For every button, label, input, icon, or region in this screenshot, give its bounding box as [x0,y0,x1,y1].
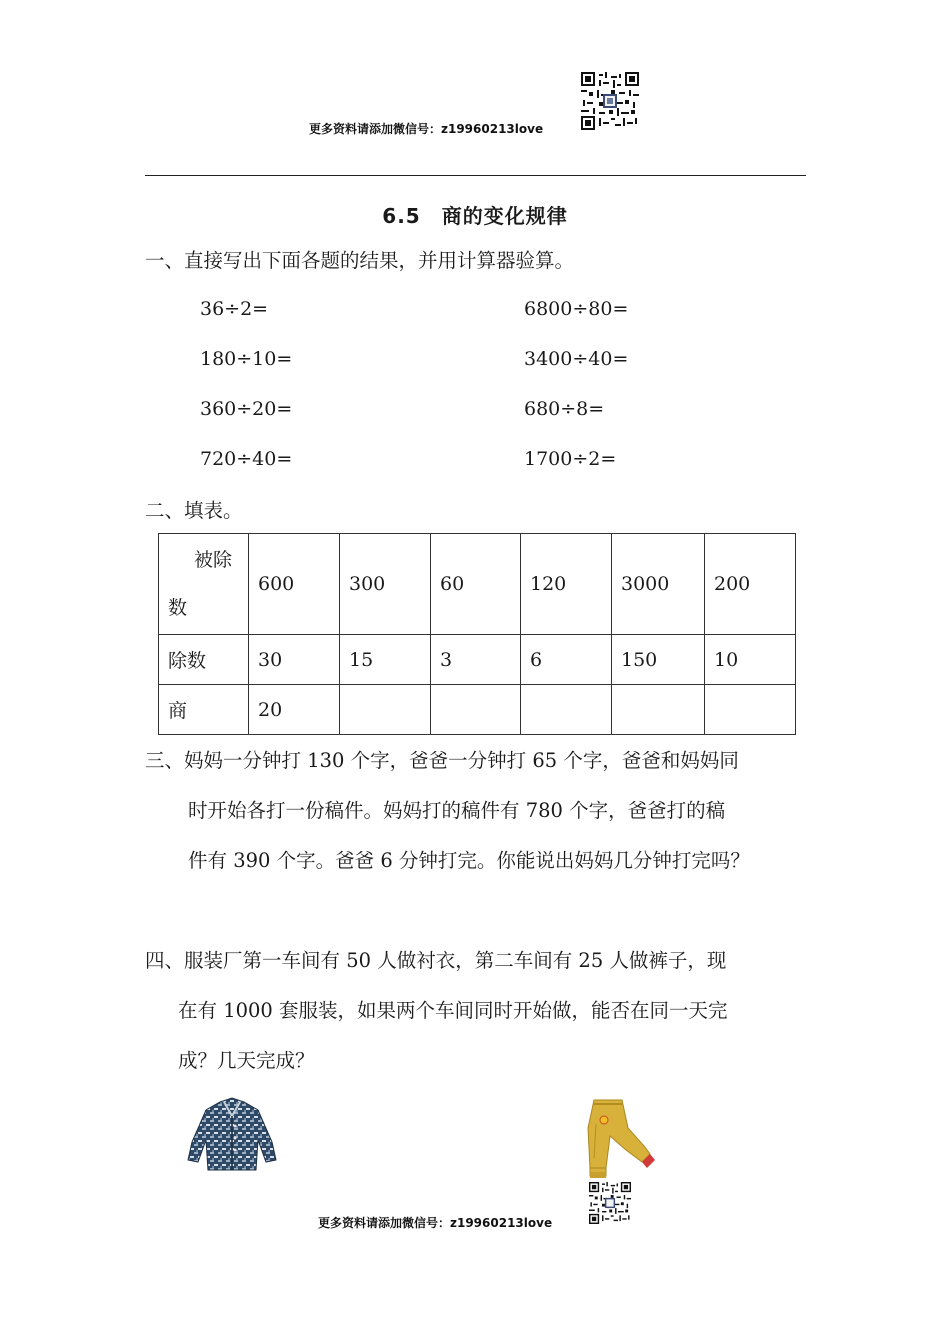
equation: 1700÷2= [524,448,617,470]
table-cell: 60 [431,534,521,635]
section4-line: 四、服装厂第一车间有 50 人做衬衣，第二车间有 25 人做裤子，现 [145,949,727,972]
shirt-icon [186,1096,278,1172]
table-row [159,685,796,735]
answer-cell[interactable] [521,685,612,735]
section4-line: 成？几天完成？ [178,1049,315,1072]
equation: 36÷2= [200,298,269,320]
table-cell: 120 [521,534,612,635]
page-title: 6.5 商的变化规律 [382,204,568,228]
footer-wechat-text: 更多资料请添加微信号：z19960213love [318,1216,553,1230]
row-label-text [168,584,248,632]
equation: 180÷10= [200,348,293,370]
table-cell: 20 [249,685,340,735]
row-label-part: 被除 [194,549,233,571]
section3-line: 件有 390 个字。爸爸 6 分钟打完。你能说出妈妈几分钟打完吗？ [188,849,750,872]
section3-line: 时开始各打一份稿件。妈妈打的稿件有 780 个字，爸爸打的稿 [188,799,726,822]
equation: 3400÷40= [524,348,629,370]
table-row [159,635,796,685]
table-cell: 150 [612,635,705,685]
table-cell: 3 [431,635,521,685]
equation: 680÷8= [524,398,605,420]
section2-heading: 二、填表。 [145,499,243,522]
equation: 720÷40= [200,448,293,470]
section1-heading: 一、直接写出下面各题的结果，并用计算器验算。 [145,249,575,272]
header-rule [145,175,806,176]
table-cell: 3000 [612,534,705,635]
row-label: 除数 [159,635,249,685]
answer-cell[interactable] [431,685,521,735]
row-label-text [168,536,248,584]
row-label: 商 [159,685,249,735]
header-wechat-text: 更多资料请添加微信号：z19960213love [309,122,544,136]
row-label-part: 数 [168,597,188,619]
answer-cell[interactable] [340,685,431,735]
answer-cell[interactable] [612,685,705,735]
section3-line: 三、妈妈一分钟打 130 个字，爸爸一分钟打 65 个字，爸爸和妈妈同 [145,749,739,772]
table-cell: 30 [249,635,340,685]
table-cell: 300 [340,534,431,635]
equation: 6800÷80= [524,298,629,320]
qr-code-icon [589,1182,631,1224]
answer-cell[interactable] [705,685,796,735]
table-cell: 10 [705,635,796,685]
section4-line: 在有 1000 套服装，如果两个车间同时开始做，能否在同一天完 [178,999,728,1022]
table-cell: 600 [249,534,340,635]
table-row [159,534,796,635]
fill-table [158,533,796,735]
qr-code-icon [581,72,639,130]
equation: 360÷20= [200,398,293,420]
pants-icon [584,1098,656,1180]
table-cell: 6 [521,635,612,685]
row-label-dividend [159,534,249,635]
table-cell: 200 [705,534,796,635]
table-cell: 15 [340,635,431,685]
